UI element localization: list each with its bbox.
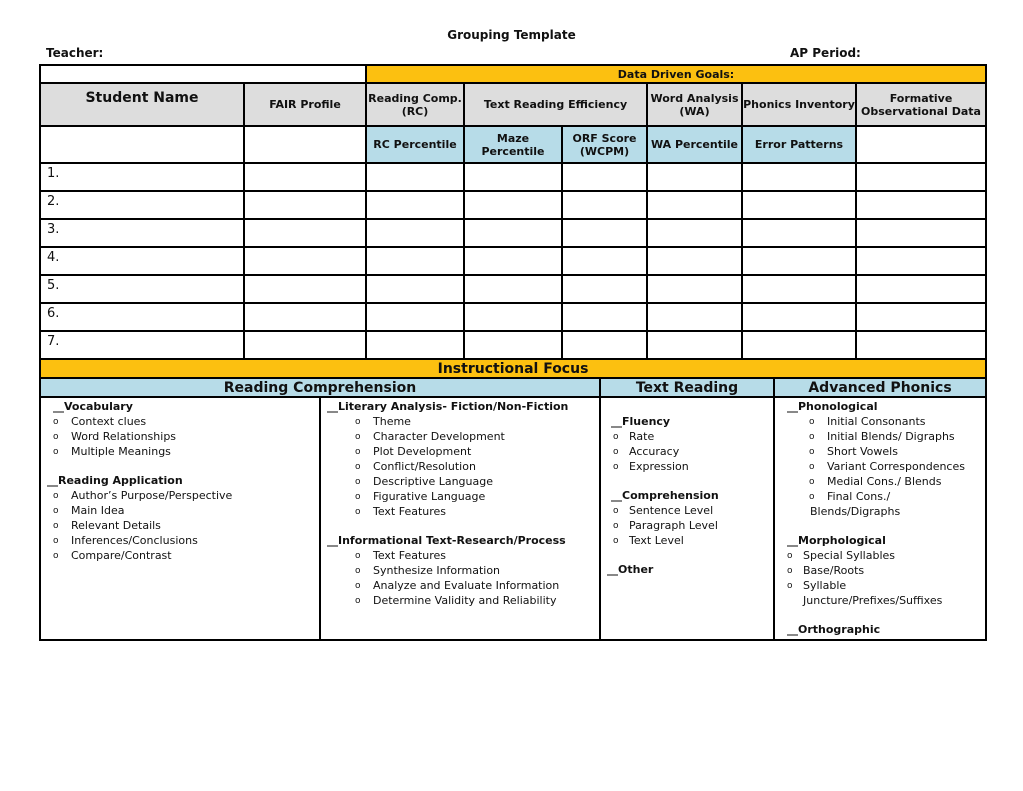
fluency-title: __Fluency [611, 415, 671, 428]
table-cell[interactable] [742, 191, 856, 219]
reading-comprehension-col1 [40, 397, 320, 640]
advanced-phonics-header: Advanced Phonics [774, 378, 986, 397]
list-item: o Multiple Meanings [47, 444, 315, 459]
table-cell[interactable] [366, 275, 464, 303]
table-cell[interactable] [464, 163, 562, 191]
formative-sub-blank [856, 126, 986, 163]
list-item: o Syllable [781, 578, 981, 593]
list-item: o Accuracy [607, 444, 769, 459]
table-cell[interactable] [647, 163, 742, 191]
list-item: o Synthesize Information [327, 563, 595, 578]
list-item: o Medial Cons./ Blends [781, 474, 981, 489]
table-cell[interactable] [464, 247, 562, 275]
student-sub-blank [40, 126, 244, 163]
student-row-label: 6. [40, 303, 244, 331]
table-cell[interactable] [244, 275, 366, 303]
wa-percentile-header: WA Percentile [647, 126, 742, 163]
advanced-phonics-col [774, 397, 986, 640]
list-item-continuation: Juncture/Prefixes/Suffixes [803, 594, 943, 607]
reading-comp-header: Reading Comp. (RC) [366, 83, 464, 126]
table-cell[interactable] [366, 331, 464, 359]
orf-score-header: ORF Score (WCPM) [562, 126, 647, 163]
table-cell[interactable] [464, 275, 562, 303]
list-item: o Author’s Purpose/Perspective [47, 488, 315, 503]
list-item: o Expression [607, 459, 769, 474]
student-row-label: 7. [40, 331, 244, 359]
table-cell[interactable] [647, 331, 742, 359]
list-item: o Short Vowels [781, 444, 981, 459]
formative-data-header: Formative Observational Data [856, 83, 986, 126]
phonics-inventory-header: Phonics Inventory [742, 83, 856, 126]
list-item: o Relevant Details [47, 518, 315, 533]
data-driven-goals-header: Data Driven Goals: [366, 65, 986, 83]
text-reading-col [600, 397, 774, 640]
list-item: o Text Level [607, 533, 769, 548]
goals-blank-cell [40, 65, 366, 83]
list-item: o Theme [327, 414, 595, 429]
table-cell[interactable] [647, 219, 742, 247]
table-cell[interactable] [464, 191, 562, 219]
list-item: o Inferences/Conclusions [47, 533, 315, 548]
instructional-focus-table [39, 358, 987, 641]
list-item-continuation: Blends/Digraphs [810, 505, 901, 518]
reading-comprehension-col2 [320, 397, 600, 640]
text-reading-header: Text Reading [600, 378, 774, 397]
reading-application-title: __Reading Application [47, 474, 183, 487]
table-cell[interactable] [856, 219, 986, 247]
table-cell[interactable] [742, 247, 856, 275]
orthographic-title: __Orthographic [787, 623, 881, 636]
table-cell[interactable] [366, 191, 464, 219]
informational-text-title: __Informational Text-Research/Process [327, 534, 566, 547]
table-cell[interactable] [742, 163, 856, 191]
student-row-label: 1. [40, 163, 244, 191]
table-cell[interactable] [366, 303, 464, 331]
table-cell[interactable] [856, 331, 986, 359]
list-item: o Figurative Language [327, 489, 595, 504]
list-item: o Rate [607, 429, 769, 444]
table-cell[interactable] [856, 163, 986, 191]
table-cell[interactable] [856, 303, 986, 331]
table-cell[interactable] [856, 247, 986, 275]
page-title: Grouping Template [447, 28, 576, 42]
table-cell[interactable] [742, 303, 856, 331]
table-cell[interactable] [244, 331, 366, 359]
reading-comprehension-header: Reading Comprehension [40, 378, 600, 397]
list-item: o Base/Roots [781, 563, 981, 578]
table-cell[interactable] [647, 247, 742, 275]
table-cell[interactable] [366, 163, 464, 191]
table-cell[interactable] [366, 247, 464, 275]
table-cell[interactable] [464, 303, 562, 331]
morphological-title: __Morphological [787, 534, 886, 547]
fair-profile-header: FAIR Profile [244, 83, 366, 126]
list-item: o Variant Correspondences [781, 459, 981, 474]
list-item: o Compare/Contrast [47, 548, 315, 563]
list-item: o Sentence Level [607, 503, 769, 518]
comprehension-title: __Comprehension [611, 489, 719, 502]
student-row-label: 5. [40, 275, 244, 303]
table-cell[interactable] [562, 219, 647, 247]
table-cell[interactable] [647, 191, 742, 219]
list-item: o Initial Consonants [781, 414, 981, 429]
table-cell[interactable] [244, 303, 366, 331]
list-item: o Word Relationships [47, 429, 315, 444]
list-item: o Analyze and Evaluate Information [327, 578, 595, 593]
other-title: __Other [607, 563, 654, 576]
table-cell[interactable] [856, 275, 986, 303]
table-cell[interactable] [464, 219, 562, 247]
table-cell[interactable] [742, 275, 856, 303]
list-item: o Final Cons./ [781, 489, 981, 504]
list-item: o Determine Validity and Reliability [327, 593, 595, 608]
table-cell[interactable] [742, 331, 856, 359]
list-item: o Paragraph Level [607, 518, 769, 533]
grouping-table [39, 64, 987, 360]
table-cell[interactable] [366, 219, 464, 247]
list-item: o Text Features [327, 548, 595, 563]
list-item: o Context clues [47, 414, 315, 429]
table-cell[interactable] [244, 163, 366, 191]
list-item: o Character Development [327, 429, 595, 444]
rc-percentile-header: RC Percentile [366, 126, 464, 163]
fair-sub-blank [244, 126, 366, 163]
word-analysis-header: Word Analysis (WA) [647, 83, 742, 126]
student-name-header: Student Name [40, 83, 244, 126]
error-patterns-header: Error Patterns [742, 126, 856, 163]
table-cell[interactable] [647, 275, 742, 303]
table-cell[interactable] [244, 191, 366, 219]
list-item: o Text Features [327, 504, 595, 519]
student-row-label: 3. [40, 219, 244, 247]
list-item: o Conflict/Resolution [327, 459, 595, 474]
table-cell[interactable] [244, 219, 366, 247]
teacher-label: Teacher: [46, 46, 104, 60]
list-item: o Special Syllables [781, 548, 981, 563]
table-cell[interactable] [562, 303, 647, 331]
table-cell[interactable] [562, 331, 647, 359]
text-reading-efficiency-header: Text Reading Efficiency [464, 83, 647, 126]
vocabulary-title: __Vocabulary [53, 400, 133, 413]
maze-percentile-header: Maze Percentile [464, 126, 562, 163]
table-cell[interactable] [562, 163, 647, 191]
phonological-title: __Phonological [787, 400, 878, 413]
table-cell[interactable] [742, 219, 856, 247]
list-item: o Main Idea [47, 503, 315, 518]
student-row-label: 2. [40, 191, 244, 219]
table-cell[interactable] [244, 247, 366, 275]
table-cell[interactable] [647, 303, 742, 331]
table-cell[interactable] [464, 331, 562, 359]
literary-analysis-title: __Literary Analysis- Fiction/Non-Fiction [327, 400, 569, 413]
list-item: o Plot Development [327, 444, 595, 459]
instructional-focus-header: Instructional Focus [40, 359, 986, 378]
list-item: o Initial Blends/ Digraphs [781, 429, 981, 444]
table-cell[interactable] [856, 191, 986, 219]
student-row-label: 4. [40, 247, 244, 275]
list-item: o Descriptive Language [327, 474, 595, 489]
table-cell[interactable] [562, 275, 647, 303]
table-cell[interactable] [562, 191, 647, 219]
table-cell[interactable] [562, 247, 647, 275]
ap-period-label: AP Period: [790, 46, 861, 60]
